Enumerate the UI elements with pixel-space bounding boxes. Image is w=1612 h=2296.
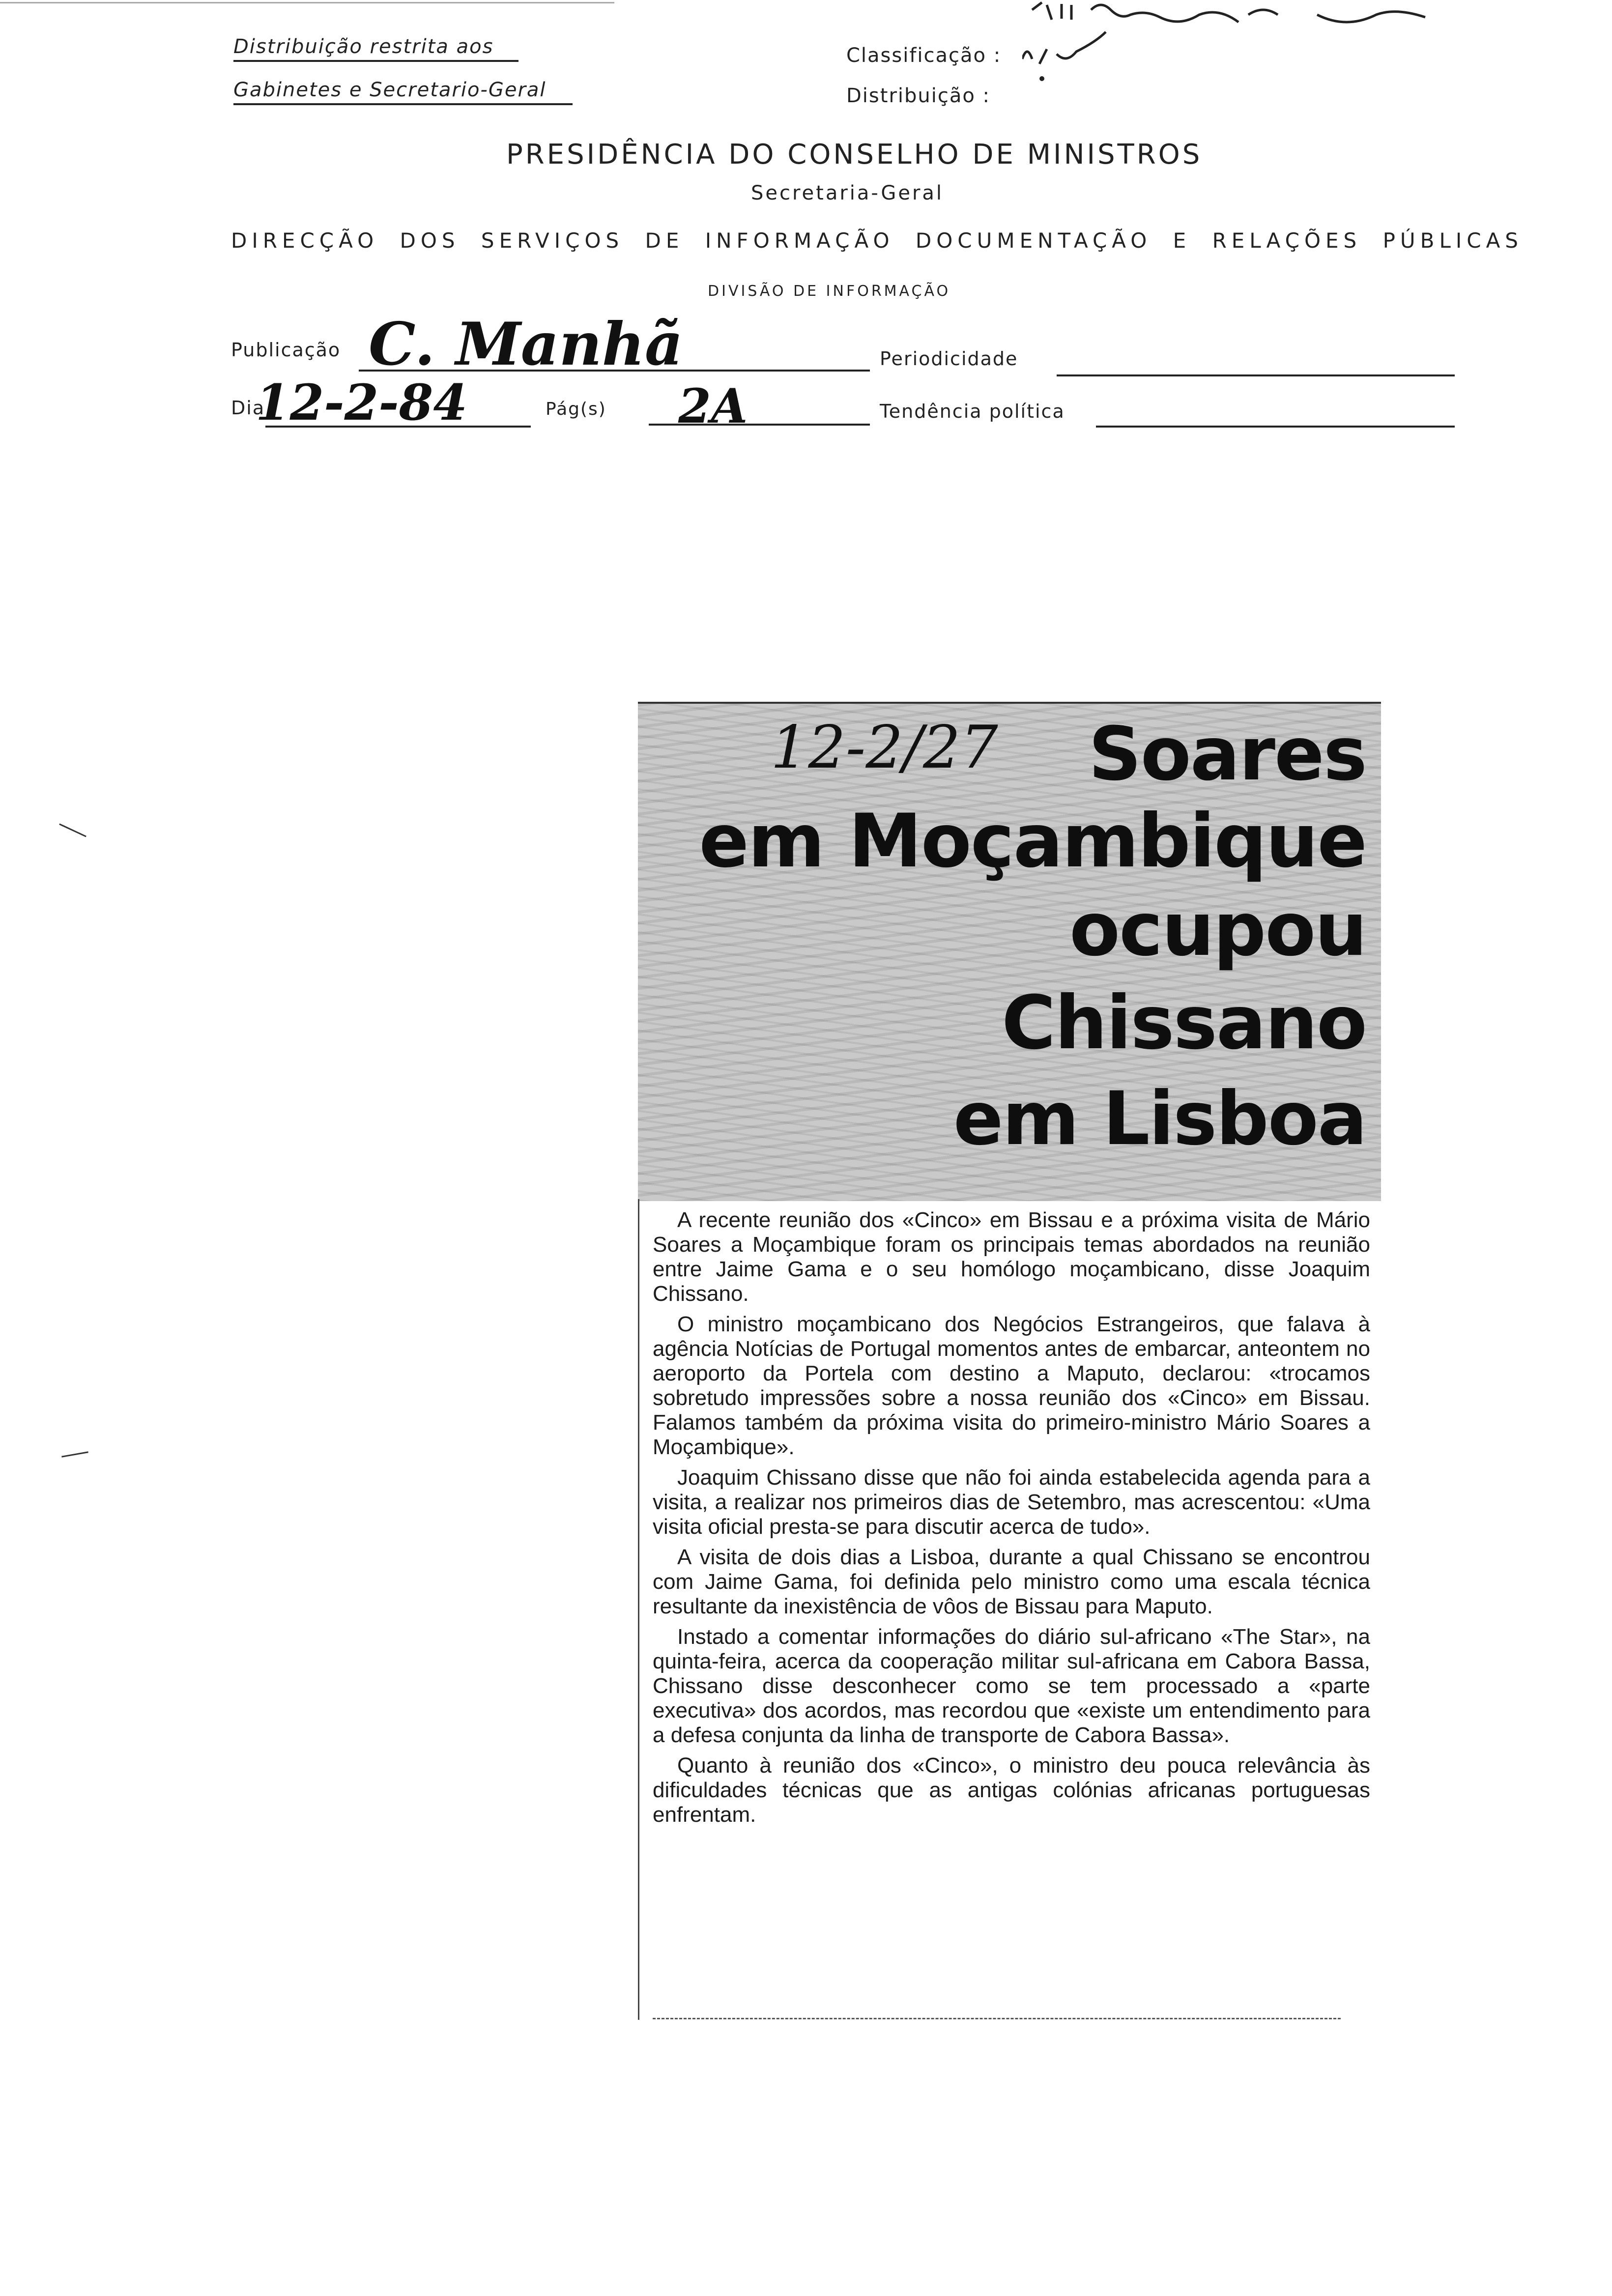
periodicity-label: Periodicidade bbox=[880, 348, 1018, 370]
newspaper-clipping bbox=[638, 702, 1381, 2024]
margin-mark-1 bbox=[59, 823, 86, 837]
top-edge-rule bbox=[0, 2, 614, 3]
day-label: Dia bbox=[231, 397, 265, 419]
headline-line-4: Chissano bbox=[1002, 980, 1366, 1066]
clipping-date-stamp: 12-2/27 bbox=[771, 714, 998, 782]
clipping-bottom-rule bbox=[653, 2018, 1341, 2019]
publication-label: Publicação bbox=[231, 339, 341, 361]
division-title: DIVISÃO DE INFORMAÇÃO bbox=[708, 283, 951, 300]
political-tendency-line bbox=[1096, 426, 1455, 428]
article-paragraph: A recente reunião dos «Cinco» em Bissau e a próxima visita de Mário Soares a Moçambique foram os principais temas abordados na reunião entre Jaime Gama e o seu homólogo moçambicano, disse Joaquim Chissano. bbox=[653, 1208, 1370, 1306]
handwritten-scribble bbox=[1022, 0, 1455, 88]
restricted-distribution-line1: Distribuição restrita aos bbox=[233, 35, 518, 62]
periodicity-line bbox=[1057, 374, 1455, 376]
restricted-distribution-line2: Gabinetes e Secretario-Geral bbox=[233, 79, 573, 105]
headline-block bbox=[638, 702, 1381, 1201]
directorate-title: DIRECÇÃO DOS SERVIÇOS DE INFORMAÇÃO DOCUMENTAÇÃO E RELAÇÕES PÚBLICAS bbox=[231, 229, 1523, 253]
clipping-left-rule bbox=[638, 1199, 639, 2020]
pages-label: Pág(s) bbox=[546, 399, 606, 419]
classification-label: Classificação : bbox=[846, 44, 1002, 67]
pages-value: 2A bbox=[678, 378, 748, 434]
article-paragraph: O ministro moçambicano dos Negócios Estrangeiros, que falava à agência Notícias de Portugal momentos antes de embarcar, anteontem no aeroporto da Portela com destino a Maputo, declarou: «trocamos sobretudo impressões sobre a nossa reunião dos «Cinco» em Bissau. Falamos também da próxima visita do primeiro-ministro Mário Soares a Moçambique». bbox=[653, 1312, 1370, 1459]
day-value: 12-2-84 bbox=[256, 373, 467, 431]
article-paragraph: Instado a comentar informações do diário sul-africano «The Star», na quinta-feira, acerca da cooperação militar sul-africana em Cabora Bassa, Chissano disse desconhecer como se tem processado a «parte executiva» dos acordos, mas recordou que «existe um entendimento para a defesa conjunta da linha de transporte de Cabora Bassa». bbox=[653, 1625, 1370, 1747]
article-paragraph: Quanto à reunião dos «Cinco», o ministro deu pouca relevância às dificuldades técnicas que as antigas colónias africanas portuguesas enfrentam. bbox=[653, 1753, 1370, 1827]
headline-line-5: em Lisboa bbox=[953, 1076, 1366, 1162]
ministry-title: PRESIDÊNCIA DO CONSELHO DE MINISTROS bbox=[506, 139, 1203, 171]
distribution-label: Distribuição : bbox=[846, 85, 991, 107]
publication-value: C. Manhã bbox=[369, 310, 683, 379]
secretariat-title: Secretaria-Geral bbox=[751, 182, 944, 204]
headline-line-1: Soares bbox=[1088, 712, 1366, 797]
article-body bbox=[653, 1208, 1370, 1833]
headline-line-3: ocupou bbox=[1069, 887, 1366, 973]
article-paragraph: A visita de dois dias a Lisboa, durante a qual Chissano se encontrou com Jaime Gama, foi definida pelo ministro como uma escala técnica resultante da inexistência de vôos de Bissau para Maputo. bbox=[653, 1545, 1370, 1618]
political-tendency-label: Tendência política bbox=[880, 401, 1065, 422]
margin-mark-2 bbox=[61, 1451, 88, 1458]
article-paragraph: Joaquim Chissano disse que não foi ainda estabelecida agenda para a visita, a realizar nos primeiros dias de Setembro, mas acrescentou: «Uma visita oficial presta-se para discutir acerca de tudo». bbox=[653, 1465, 1370, 1539]
headline-line-2: em Moçambique bbox=[699, 799, 1366, 884]
